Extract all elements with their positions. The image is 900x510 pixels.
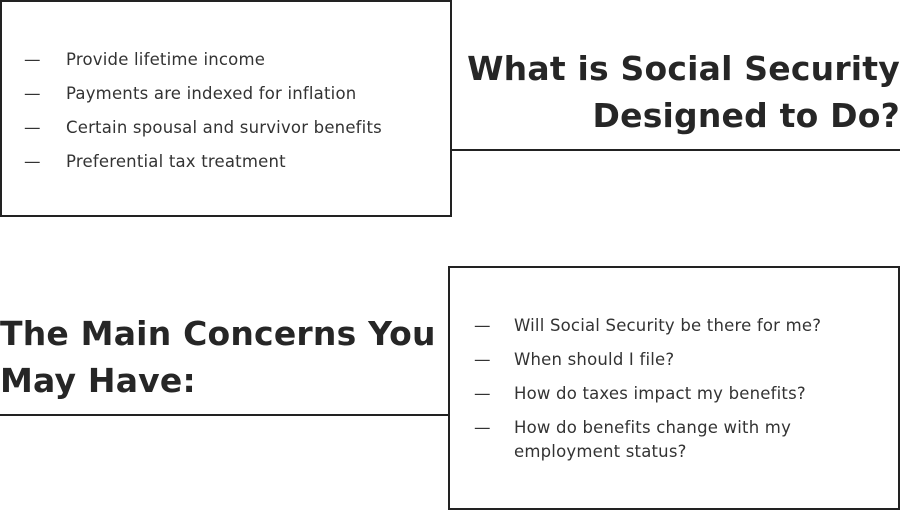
list-item	[24, 116, 444, 140]
list-item	[474, 314, 874, 338]
dash-bullet-icon: —	[24, 152, 41, 171]
benefits-list	[24, 48, 444, 184]
section-heading-purpose	[460, 45, 900, 139]
section-heading-concerns	[0, 310, 440, 404]
dash-bullet-icon: —	[474, 384, 491, 403]
heading-underline	[0, 414, 448, 416]
list-item	[474, 382, 874, 406]
dash-bullet-icon: —	[24, 50, 41, 69]
list-item-text: How do taxes impact my benefits?	[514, 384, 806, 403]
list-item	[474, 416, 874, 464]
list-item-text: Will Social Security be there for me?	[514, 316, 822, 335]
concerns-box	[448, 266, 900, 510]
list-item	[24, 82, 444, 106]
dash-bullet-icon: —	[474, 418, 491, 437]
list-item	[474, 348, 874, 372]
heading-line: What is Social Security	[467, 49, 900, 88]
list-item	[24, 48, 444, 72]
list-item-text: How do benefits change with my employment status?	[514, 418, 792, 461]
list-item-text: Provide lifetime income	[66, 50, 266, 69]
list-item-text: Payments are indexed for inflation	[66, 84, 357, 103]
heading-underline	[452, 149, 900, 151]
heading-line: Designed to Do?	[592, 96, 900, 135]
heading-line: May Have:	[0, 361, 196, 400]
heading-line: The Main Concerns You	[0, 314, 436, 353]
list-item-text: When should I file?	[514, 350, 675, 369]
list-item	[24, 150, 444, 174]
dash-bullet-icon: —	[24, 84, 41, 103]
list-item-text: Certain spousal and survivor benefits	[66, 118, 382, 137]
benefits-box	[0, 0, 452, 217]
dash-bullet-icon: —	[474, 350, 491, 369]
dash-bullet-icon: —	[24, 118, 41, 137]
dash-bullet-icon: —	[474, 316, 491, 335]
list-item-text: Preferential tax treatment	[66, 152, 286, 171]
concerns-list	[474, 314, 874, 474]
